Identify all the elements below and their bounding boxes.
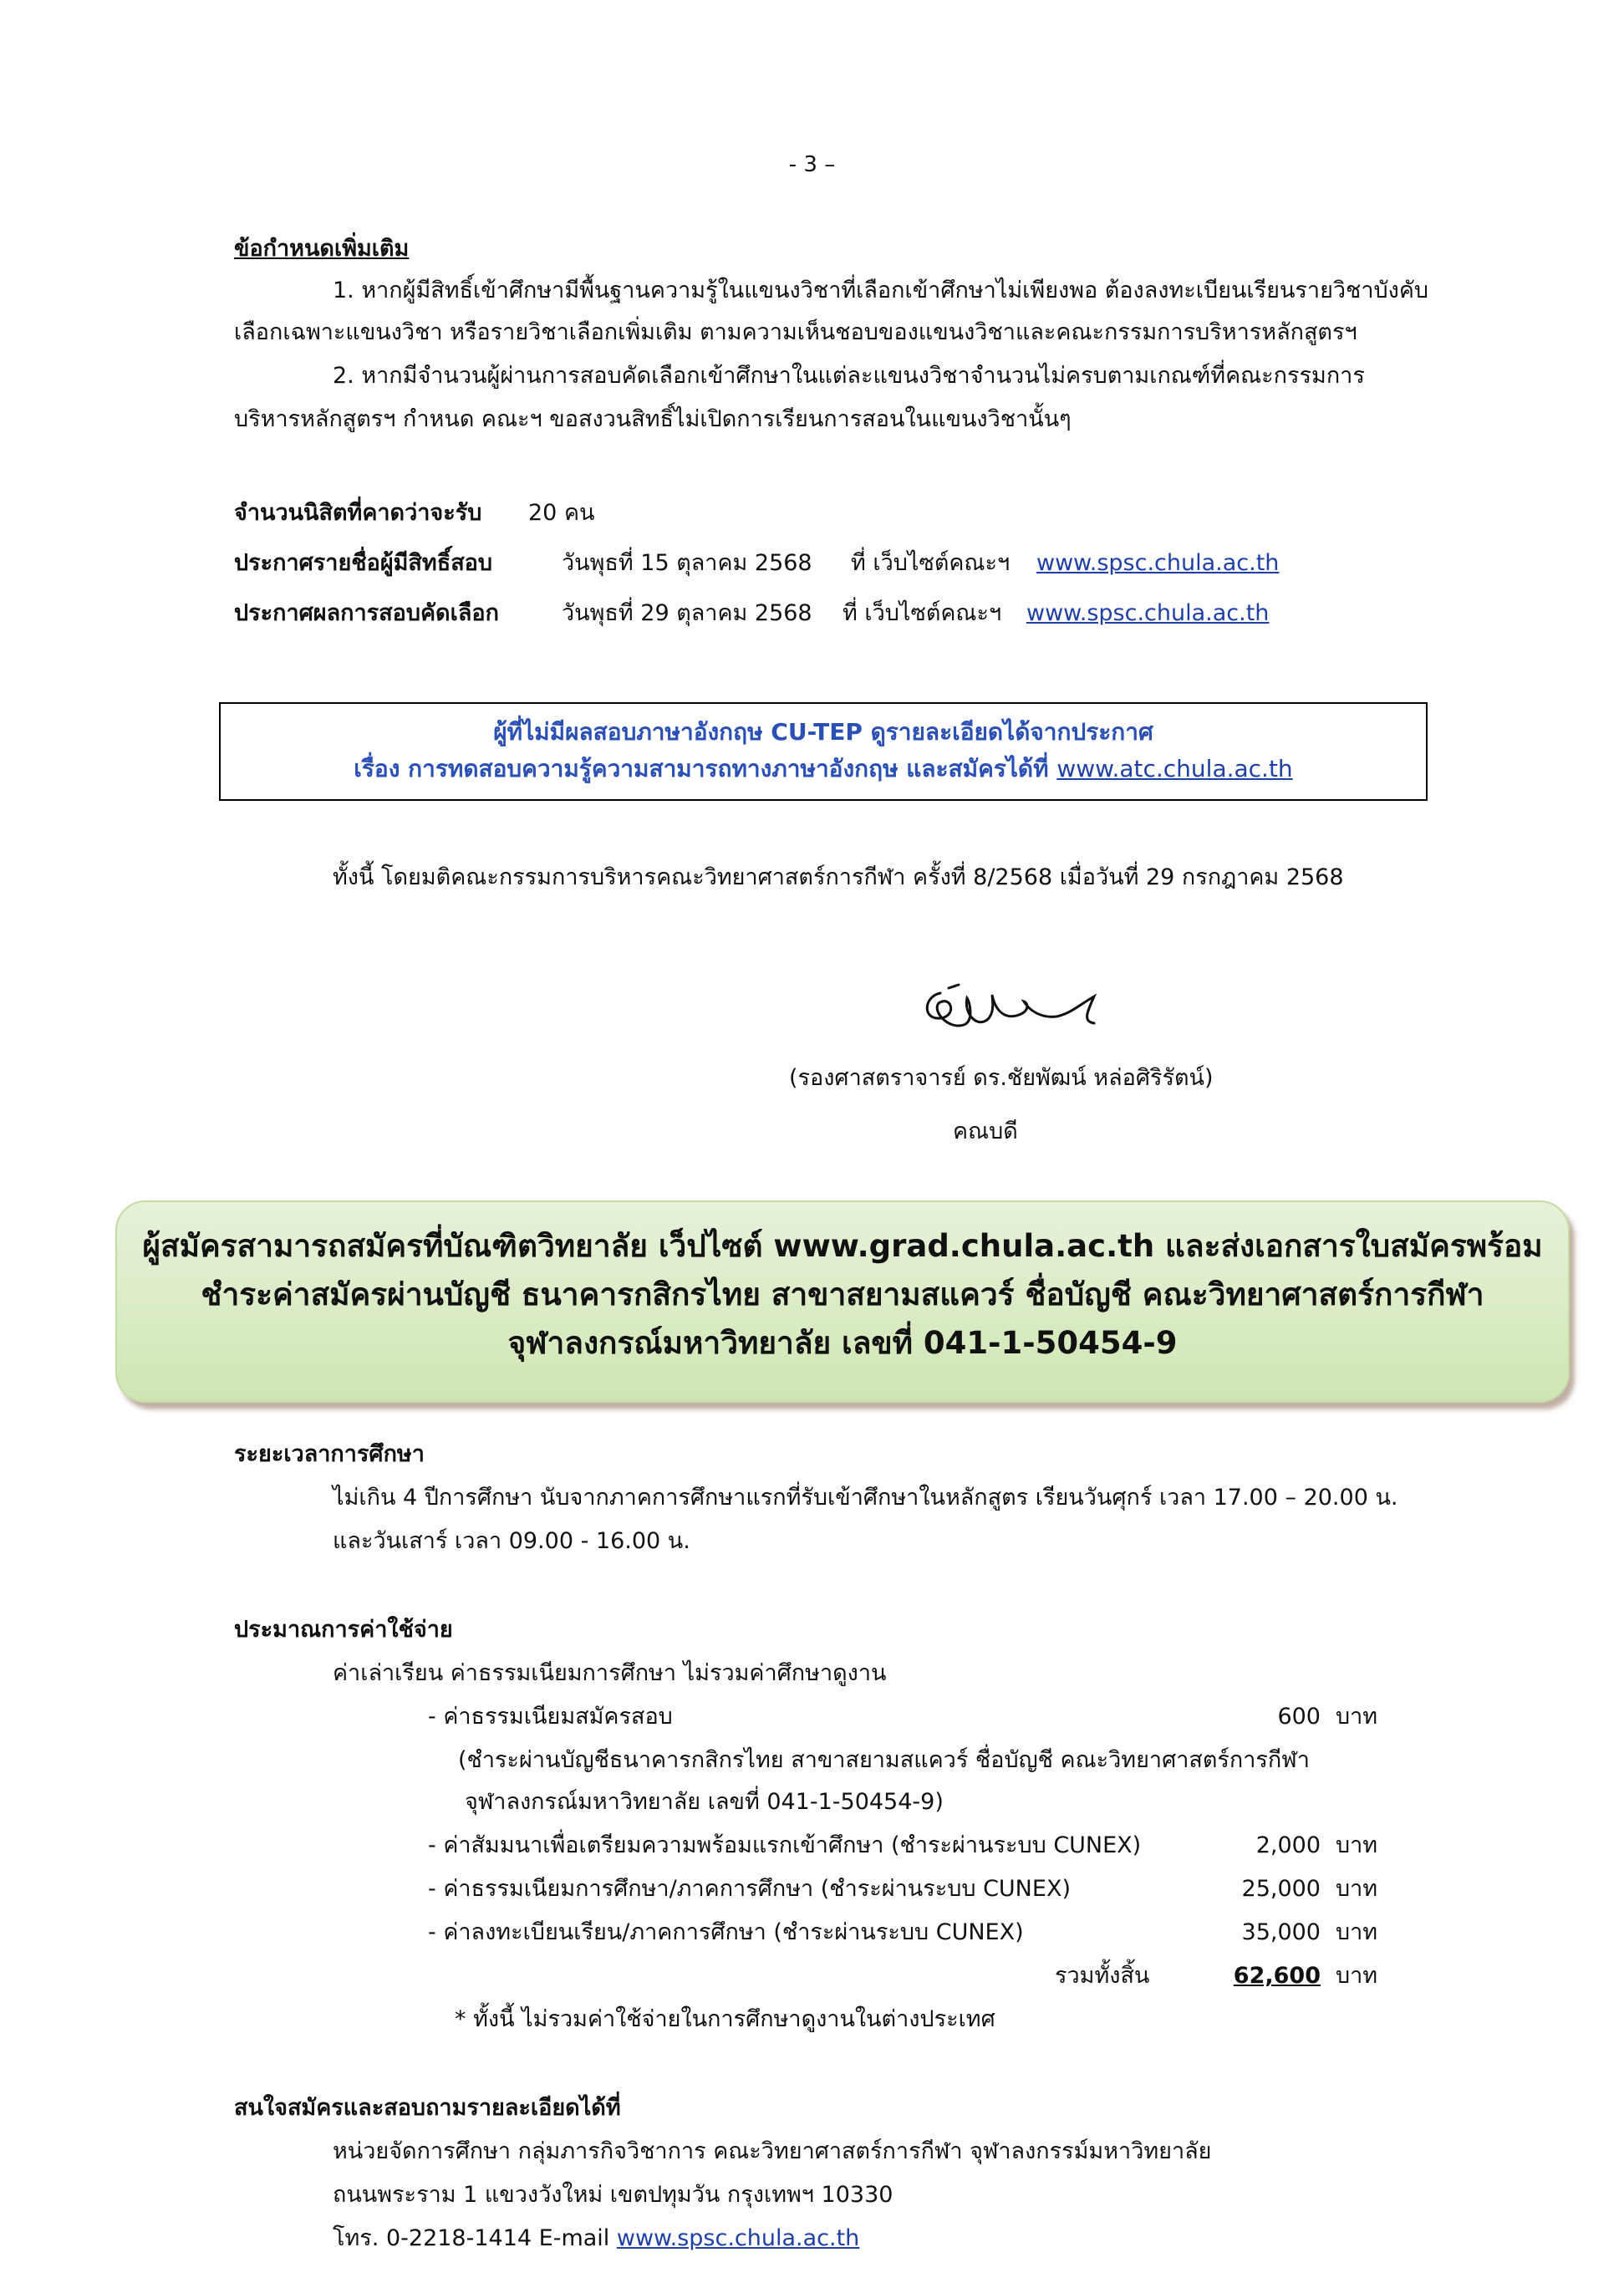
rule-line-3: 2. หากมีจำนวนผู้ผ่านการสอบคัดเลือกเข้าศึกษาในแต่ละแขนงวิชาจำนวนไม่ครบตามเกณฑ์ที่คณะกรรมการ xyxy=(333,363,1365,389)
contact-phone-text: โทร. 0-2218-1414 E-mail xyxy=(333,2225,617,2251)
expense-total-unit: บาท xyxy=(1336,1963,1378,1989)
expense-item-label: - ค่าสัมมนาเพื่อเตรียมความพร้อมแรกเข้าศึกษา (ชำระผ่านระบบ CUNEX) xyxy=(428,1832,1142,1858)
atc-link[interactable]: www.atc.chula.ac.th xyxy=(1056,755,1293,782)
expense-item-unit: บาท xyxy=(1336,1919,1378,1945)
study-period-heading: ระยะเวลาการศึกษา xyxy=(234,1441,425,1467)
contact-phone-email xyxy=(333,2224,859,2254)
application-line-3: จุฬาลงกรณ์มหาวิทยาลัย เลขที่ 041-1-50454-9 xyxy=(507,1325,1178,1361)
result-announce-date: วันพุธที่ 29 ตุลาคม 2568 xyxy=(562,600,812,626)
rule-line-2: เลือกเฉพาะแขนงวิชา หรือรายวิชาเลือกเพิ่มเติม ตามความเห็นชอบของแขนงวิชาและคณะกรรมการบริหารหลักสูตรฯ xyxy=(234,319,1357,345)
cutep-notice-line-1: ผู้ที่ไม่มีผลสอบภาษาอังกฤษ CU-TEP ดูรายละเอียดได้จากประกาศ xyxy=(493,718,1153,746)
eligible-announce-label: ประกาศรายชื่อผู้มีสิทธิ์สอบ xyxy=(234,550,493,576)
study-period-line-2: และวันเสาร์ เวลา 09.00 - 16.00 น. xyxy=(333,1528,690,1554)
dean-signature xyxy=(915,978,1116,1045)
expected-students-label: จำนวนนิสิตที่คาดว่าจะรับ xyxy=(234,500,482,526)
expenses-heading: ประมาณการค่าใช้จ่าย xyxy=(234,1617,453,1643)
application-info-box xyxy=(115,1200,1570,1403)
contact-line-2: ถนนพระราม 1 แขวงวังใหม่ เขตปทุมวัน กรุงเทพฯ 10330 xyxy=(333,2182,893,2208)
expense-item-unit: บาท xyxy=(1336,1832,1378,1858)
rule-line-4: บริหารหลักสูตรฯ กำหนด คณะฯ ขอสงวนสิทธิ์ไม่เปิดการเรียนการสอนในแขนงวิชานั้นๆ xyxy=(234,406,1072,432)
result-announce-label: ประกาศผลการสอบคัดเลือก xyxy=(234,600,499,626)
expense-item-amount: 2,000 xyxy=(1255,1832,1321,1858)
expense-item-label: - ค่าลงทะเบียนเรียน/ภาคการศึกษา (ชำระผ่านระบบ CUNEX) xyxy=(428,1919,1024,1945)
committee-resolution: ทั้งนี้ โดยมติคณะกรรมการบริหารคณะวิทยาศาสตร์การกีฬา ครั้งที่ 8/2568 เมื่อวันที่ 29 กรกฎาคม 2568 xyxy=(333,864,1344,890)
contact-line-1: หน่วยจัดการศึกษา กลุ่มภารกิจวิชาการ คณะวิทยาศาสตร์การกีฬา จุฬาลงกรรม์มหาวิทยาลัย xyxy=(333,2138,1212,2164)
expense-total-amount: 62,600 xyxy=(1233,1963,1321,1989)
signatory-position: คณบดี xyxy=(953,1119,1018,1144)
contact-website-link[interactable]: www.spsc.chula.ac.th xyxy=(616,2225,860,2251)
expense-item-amount: 35,000 xyxy=(1241,1919,1321,1945)
expense-item-label: - ค่าธรรมเนียมสมัครสอบ xyxy=(428,1704,673,1730)
signatory-name: (รองศาสตราจารย์ ดร.ชัยพัฒน์ หล่อศิริรัตน์) xyxy=(789,1065,1214,1091)
result-announce-where: ที่ เว็บไซต์คณะฯ xyxy=(843,600,1002,626)
contact-heading: สนใจสมัครและสอบถามรายละเอียดได้ที่ xyxy=(234,2095,621,2121)
expense-total-label: รวมทั้งสิ้น xyxy=(1055,1963,1150,1989)
expense-item-amount: 25,000 xyxy=(1241,1876,1321,1902)
page-number: - 3 – xyxy=(788,152,836,177)
additional-rules-heading: ข้อกำหนดเพิ่มเติม xyxy=(234,236,410,262)
eligible-announce-date: วันพุธที่ 15 ตุลาคม 2568 xyxy=(562,550,812,576)
expense-item-unit: บาท xyxy=(1336,1704,1378,1730)
expenses-intro: ค่าเล่าเรียน ค่าธรรมเนียมการศึกษา ไม่รวมค่าศึกษาดูงาน xyxy=(333,1660,887,1686)
expense-footnote: * ทั้งนี้ ไม่รวมค่าใช้จ่ายในการศึกษาดูงานในต่างประเทศ xyxy=(455,2006,995,2032)
study-period-line-1: ไม่เกิน 4 ปีการศึกษา นับจากภาคการศึกษาแรกที่รับเข้าศึกษาในหลักสูตร เรียนวันศุกร์ เวลา 17.00 – 20.00 น. xyxy=(333,1485,1398,1511)
expense-payment-note-2: จุฬาลงกรณ์มหาวิทยาลัย เลขที่ 041-1-50454-9) xyxy=(465,1789,944,1815)
expected-students-value: 20 คน xyxy=(528,500,595,526)
cutep-notice-box xyxy=(219,702,1428,801)
application-line-2: ชำระค่าสมัครผ่านบัญชี ธนาคารกสิกรไทย สาขาสยามสแควร์ ชื่อบัญชี คณะวิทยาศาสตร์การกีฬา xyxy=(201,1276,1484,1312)
cutep-notice-line-2-text: เรื่อง การทดสอบความรู้ความสามารถทางภาษาอังกฤษ และสมัครได้ที่ xyxy=(354,755,1057,782)
cutep-notice-line-2 xyxy=(221,751,1426,787)
expense-payment-note-1: (ชำระผ่านบัญชีธนาคารกสิกรไทย สาขาสยามสแควร์ ชื่อบัญชี คณะวิทยาศาสตร์การกีฬา xyxy=(458,1747,1310,1773)
result-announce-link[interactable]: www.spsc.chula.ac.th xyxy=(1026,600,1270,626)
rule-line-1: 1. หากผู้มีสิทธิ์เข้าศึกษามีพื้นฐานความรู้ในแขนงวิชาที่เลือกเข้าศึกษาไม่เพียงพอ ต้องลงทะเบียนเรียนรายวิชาบังคับ xyxy=(333,278,1429,303)
expense-item-unit: บาท xyxy=(1336,1876,1378,1902)
eligible-announce-where: ที่ เว็บไซต์คณะฯ xyxy=(851,550,1011,576)
expense-item-amount: 600 xyxy=(1277,1704,1321,1730)
eligible-announce-link[interactable]: www.spsc.chula.ac.th xyxy=(1036,550,1280,576)
application-line-1: ผู้สมัครสามารถสมัครที่บัณฑิตวิทยาลัย เว็ปไซต์ www.grad.chula.ac.th และส่งเอกสารใบสมัครพร้อม xyxy=(142,1228,1543,1264)
expense-item-label: - ค่าธรรมเนียมการศึกษา/ภาคการศึกษา (ชำระผ่านระบบ CUNEX) xyxy=(428,1876,1071,1902)
